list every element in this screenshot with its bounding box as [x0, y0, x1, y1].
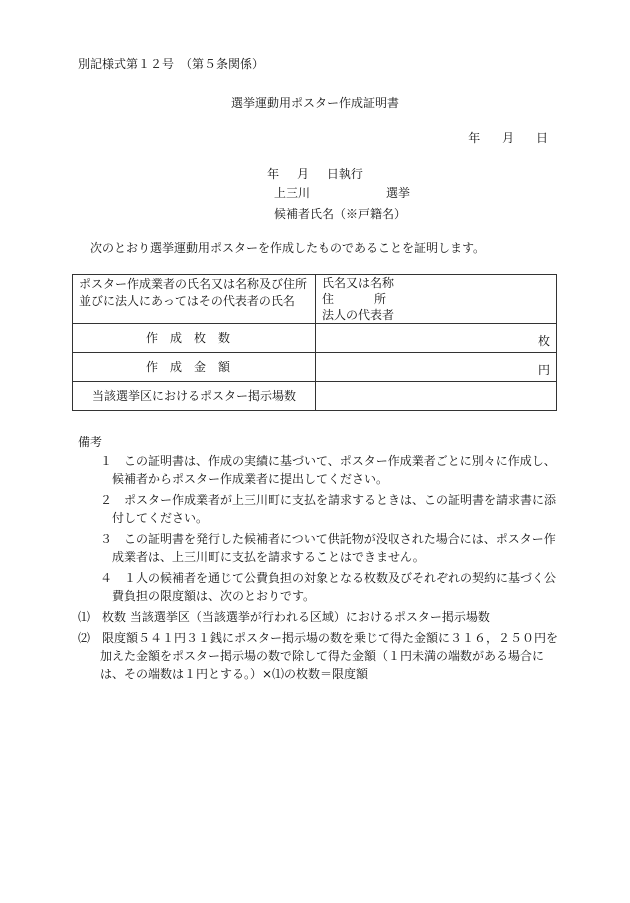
note-item: ３ この証明書を発行した候補者について供託物が没収された場合には、ポスター作成業者は、上三川町に支払を請求することはできません。	[100, 532, 556, 564]
document-title: 選挙運動用ポスター作成証明書	[230, 96, 399, 110]
election-date-month: 月	[296, 167, 309, 181]
amount-unit: 円	[537, 363, 550, 378]
issue-date-day: 日	[535, 131, 548, 145]
election-date	[0, 166, 630, 183]
election-town: 上三川	[274, 186, 311, 200]
maker-address-char-2: 所	[374, 292, 387, 306]
note-item: １ この証明書は、作成の実績に基づいて、ポスター作成業者ごとに別々に作成し、候補者からポスター作成業者に提出してください。	[100, 454, 556, 486]
form-number: 別記様式第１２号 （第５条関係）	[78, 57, 265, 71]
count-value-cell	[316, 324, 557, 353]
certificate-table	[72, 274, 557, 411]
maker-address-char-1: 住	[322, 292, 335, 306]
posting-label: 当該選挙区におけるポスター掲示場数	[73, 382, 316, 411]
count-label-cell	[73, 324, 316, 353]
maker-name-field: 氏名又は名称	[322, 276, 395, 290]
issue-date-year: 年	[468, 131, 481, 145]
notes-title: 備考	[78, 435, 103, 449]
maker-label: ポスター作成業者の氏名又は名称及び住所並びに法人にあってはその代表者の氏名	[73, 275, 316, 324]
maker-fields	[316, 275, 557, 324]
note-sub-item: ⑴ 枚数 当該選挙区（当該選挙が行われる区域）におけるポスター掲示場数	[78, 610, 490, 624]
maker-representative-field: 法人の代表者	[322, 308, 395, 322]
count-unit: 枚	[537, 334, 550, 349]
table-row	[73, 353, 557, 382]
certify-statement: 次のとおり選挙運動用ポスターを作成したものであることを証明します。	[90, 241, 486, 255]
posting-value-cell	[316, 382, 557, 411]
election-date-year: 年	[267, 167, 280, 181]
maker-address-field	[322, 291, 550, 307]
amount-value-cell	[316, 353, 557, 382]
note-item: ２ ポスター作成業者が上三川町に支払を請求するときは、この証明書を請求書に添付してください。	[100, 493, 557, 525]
issue-date-month: 月	[502, 131, 515, 145]
table-row	[73, 324, 557, 353]
note-item: ４ １人の候補者を通じて公費負担の対象となる枚数及びそれぞれの契約に基づく公費負担の限度額は、次のとおりです。	[100, 571, 557, 603]
amount-label: 作成金額	[145, 359, 242, 374]
candidate-name-label: 候補者氏名（※戸籍名）	[274, 207, 407, 221]
issue-date	[450, 130, 548, 147]
amount-label-cell	[73, 353, 316, 382]
election-date-day: 日執行	[326, 167, 363, 181]
notes-list	[78, 452, 558, 686]
note-sub-item: ⑵ 限度額５４１円３１銭にポスター掲示場の数を乗じて得た金額に３１６，２５０円を加えた金額をポスター掲示場の数で除して得た金額（１円未満の端数がある場合には、その端数は１円とする。）×⑴の枚数＝限度額	[78, 631, 559, 681]
table-row	[73, 382, 557, 411]
count-label: 作成枚数	[145, 330, 242, 345]
election-name	[274, 185, 410, 202]
table-row	[73, 275, 557, 324]
election-suffix: 選挙	[386, 186, 411, 200]
